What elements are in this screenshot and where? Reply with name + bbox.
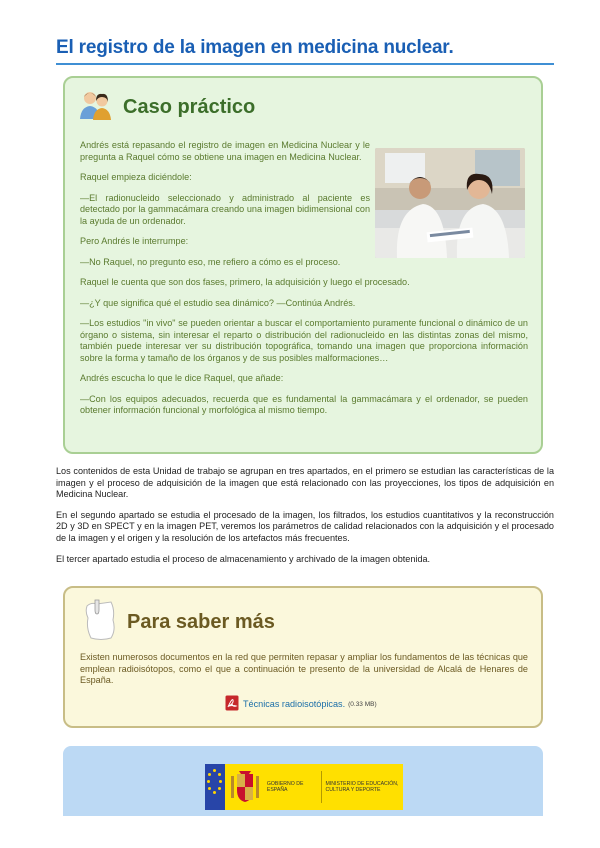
case-paragraph: Andrés escucha lo que le dice Raquel, que añade: bbox=[80, 373, 284, 383]
learn-more-title: Para saber más bbox=[127, 611, 275, 633]
ministry-label: MINISTERIO DE EDUCACIÓN, CULTURA Y DEPORTE bbox=[325, 781, 399, 793]
case-paragraph: —¿Y que significa qué el estudio sea dinámico? —Continúa Andrés. bbox=[80, 297, 356, 308]
pdf-icon[interactable] bbox=[225, 695, 239, 713]
ministry-logo bbox=[205, 764, 403, 810]
intro-text bbox=[56, 466, 554, 574]
case-paragraph: Raquel empieza diciéndole: bbox=[80, 172, 192, 182]
case-study-title: Caso práctico bbox=[123, 95, 256, 118]
logo-divider bbox=[321, 771, 322, 803]
lab-photo bbox=[375, 148, 525, 258]
footer-band bbox=[63, 746, 543, 816]
case-study-header bbox=[79, 90, 255, 124]
resource-link[interactable] bbox=[225, 695, 377, 713]
page-title: El registro de la imagen en medicina nuclear. bbox=[56, 37, 554, 65]
resource-file-size: (0.33 MB) bbox=[348, 700, 377, 708]
note-icon bbox=[83, 598, 117, 647]
case-paragraph: Raquel le cuenta que son dos fases, primero, la adquisición y luego el procesado. bbox=[80, 277, 410, 287]
case-paragraph: Andrés está repasando el registro de imagen en Medicina Nuclear y le pregunta a Raquel cómo se obtiene una imagen en Medicina Nuclear. bbox=[80, 140, 370, 162]
people-icon bbox=[79, 89, 113, 126]
case-paragraph: Pero Andrés le interrumpe: bbox=[80, 236, 189, 246]
resource-link-label[interactable]: Técnicas radioisotópicas. bbox=[243, 699, 346, 709]
eu-flag-icon bbox=[205, 764, 225, 810]
government-label: GOBIERNO DE ESPAÑA bbox=[266, 781, 304, 793]
case-paragraph: —El radionucleido seleccionado y administrado al paciente es detectado por la gammacámara creando una imagen bidimensional con la ayuda de un ordenador. bbox=[80, 192, 370, 226]
case-paragraph: —No Raquel, no pregunto eso, me refiero a cómo es el proceso. bbox=[80, 256, 341, 267]
body-paragraph: En el segundo apartado se estudia el procesado de la imagen, los filtrados, los estudios cuantitativos y la reconstrucción 2D y 3D en SPECT y en la imagen PET, veremos los parámetros de calidad relacionados con la adquisición y el procesado de la imagen y el origen y la resolución de los artefactos más frecuentes. bbox=[56, 509, 554, 543]
learn-more-header bbox=[83, 598, 275, 647]
case-paragraph: —Con los equipos adecuados, recuerda que es fundamental la gammacámara y el ordenador, se pueden obtener información funcional y morfológica al mismo tiempo. bbox=[80, 393, 528, 415]
body-paragraph: El tercer apartado estudia el proceso de almacenamiento y archivado de la imagen obtenida. bbox=[56, 553, 431, 564]
case-paragraph: —Los estudios "in vivo" se pueden orientar a buscar el comportamiento puramente funcional o dinámico de un órgano o sistema, sin interesar el reparto o distribución del radionucleido en las distintas zonas del mismo, también puede interesar ver su distribución topográfica, tomando una imagen que proporciona información sobre la forma y tamaño de los órganos y de sus posibles malformaciones… bbox=[80, 318, 528, 363]
learn-more-text: Existen numerosos documentos en la red que permiten repasar y ampliar los fundamentos de las técnicas que emplean radioisótopos, como el que a continuación te presento de la universidad de Alcalá de Henares de España. bbox=[80, 652, 528, 686]
body-paragraph: Los contenidos de esta Unidad de trabajo se agrupan en tres apartados, en el primero se estudian las características de la imagen y el proceso de adquisición de la imagen que está relacionado con las proyecciones, los tipos de adquisición en Medicina Nuclear. bbox=[56, 466, 554, 500]
case-study-box bbox=[63, 76, 543, 454]
learn-more-box bbox=[63, 586, 543, 728]
spain-coat-of-arms-icon bbox=[229, 770, 261, 809]
